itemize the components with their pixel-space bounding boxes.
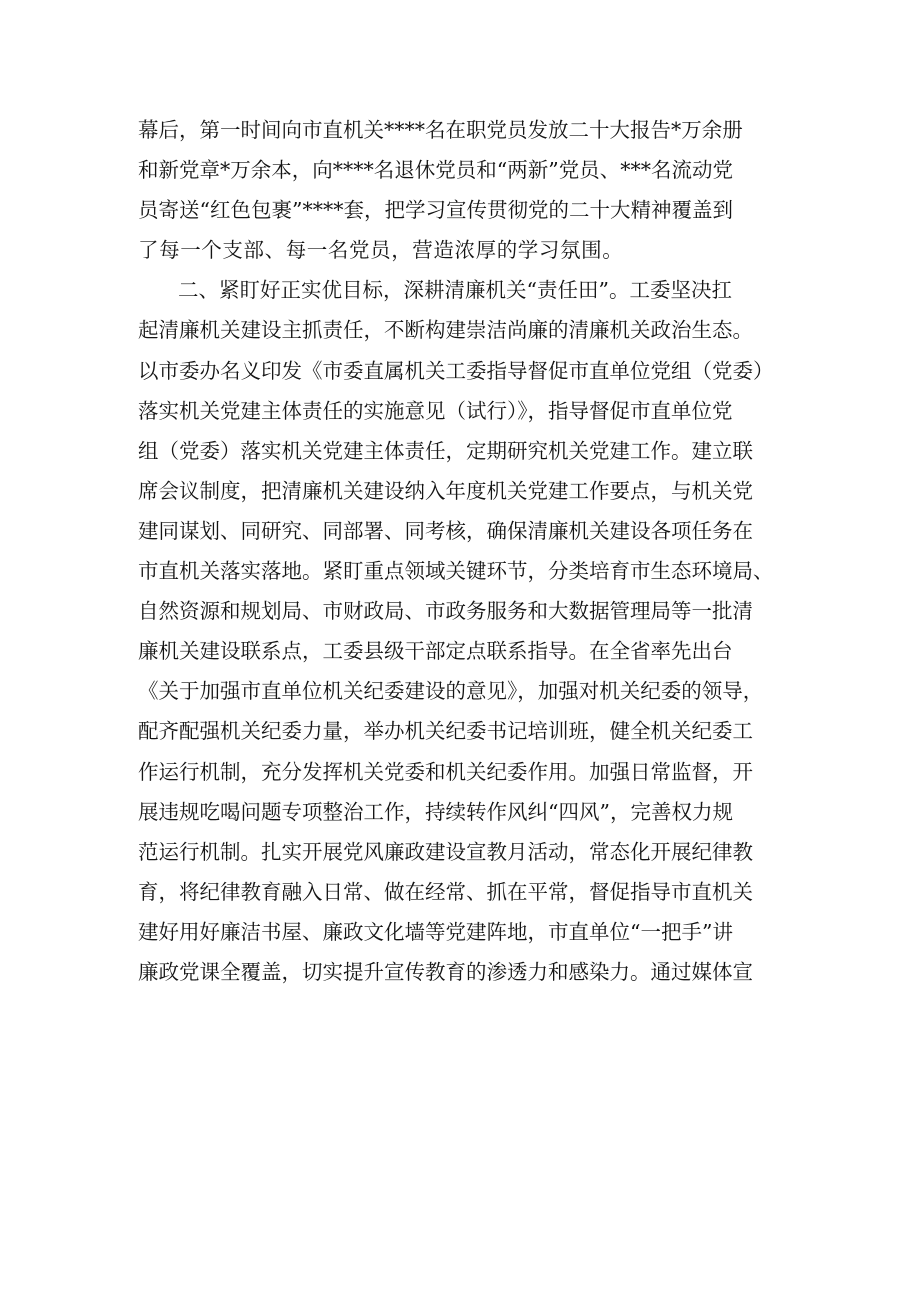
text-line: 席会议制度，把清廉机关建设纳入年度机关党建工作要点，与机关党 <box>138 478 753 503</box>
text-line: 廉机关建设联系点，工委县级干部定点联系指导。在全省率先出台 <box>138 639 733 664</box>
text-line: 幕后，第一时间向市直机关****名在职党员发放二十大报告*万余册 <box>138 118 743 142</box>
text-line: 组（党委）落实机关党建主体责任，定期研究机关党建工作。建立联 <box>138 438 753 463</box>
text-line: 二、紧盯好正实优目标，深耕清廉机关“责任田”。工委坚决扛 <box>178 278 732 303</box>
text-line: 市直机关落实落地。紧盯重点领域关键环节，分类培育市生态环境局、 <box>138 559 774 584</box>
text-line: 配齐配强机关纪委力量，举办机关纪委书记培训班，健全机关纪委工 <box>138 719 753 744</box>
text-line: 廉政党课全覆盖，切实提升宣传教育的渗透力和感染力。通过媒体宣 <box>138 959 753 984</box>
document-body <box>138 110 786 992</box>
text-line: 《关于加强市直单位机关纪委建设的意见》，加强对机关纪委的领导， <box>138 679 764 704</box>
text-line: 作运行机制，充分发挥机关党委和机关纪委作用。加强日常监督，开 <box>138 759 753 784</box>
text-line: 建好用好廉洁书屋、廉政文化墙等党建阵地，市直单位“一把手”讲 <box>138 919 733 944</box>
text-line: 员寄送“红色包裹”****套，把学习宣传贯彻党的二十大精神覆盖到 <box>138 198 733 223</box>
text-line: 起清廉机关建设主抓责任，不断构建崇洁尚廉的清廉机关政治生态。 <box>138 318 753 343</box>
text-line: 落实机关党建主体责任的实施意见（试行）》，指导督促市直单位党 <box>138 398 733 423</box>
text-line: 自然资源和规划局、市财政局、市政务服务和大数据管理局等一批清 <box>138 599 753 624</box>
text-line: 和新党章*万余本，向****名退休党员和“两新”党员、***名流动党 <box>138 158 733 183</box>
text-line: 范运行机制。扎实开展党风廉政建设宣教月活动，常态化开展纪律教 <box>138 839 753 864</box>
text-line: 以市委办名义印发《市委直属机关工委指导督促市直单位党组（党委） <box>138 358 774 383</box>
text-line: 展违规吃喝问题专项整治工作，持续转作风纠“四风”，完善权力规 <box>138 799 733 824</box>
text-line: 育，将纪律教育融入日常、做在经常、抓在平常，督促指导市直机关 <box>138 879 753 904</box>
text-line: 建同谋划、同研究、同部署、同考核，确保清廉机关建设各项任务在 <box>138 518 753 543</box>
text-line: 了每一个支部、每一名党员，营造浓厚的学习氛围。 <box>138 238 624 263</box>
